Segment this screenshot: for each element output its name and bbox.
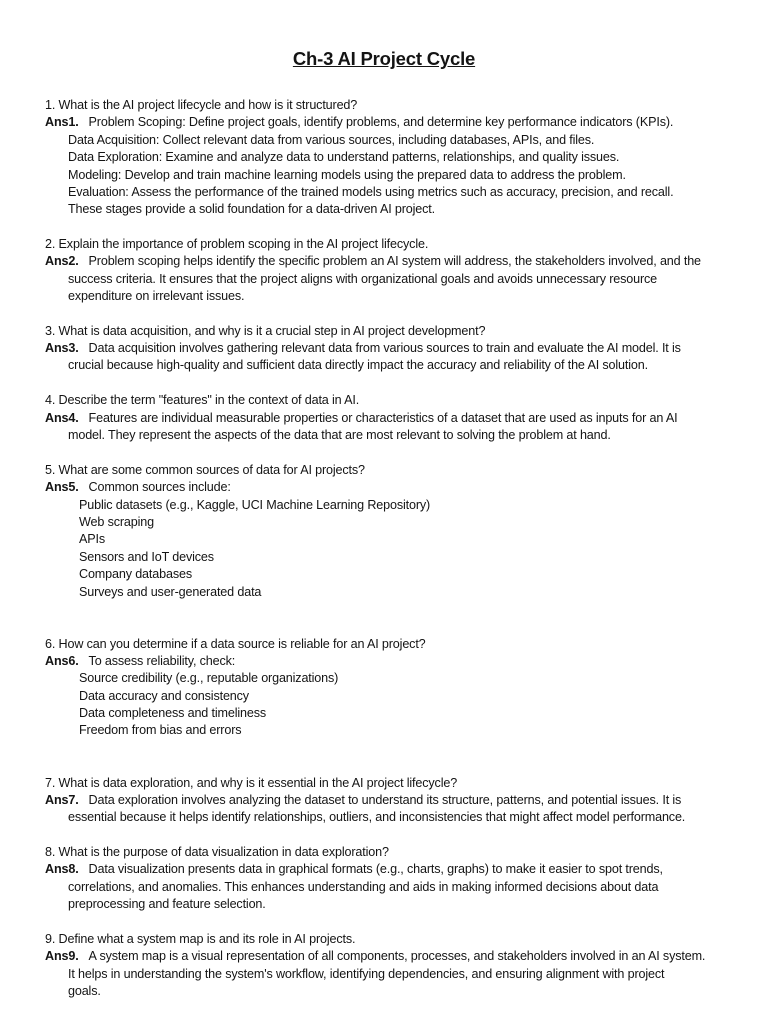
- answer-3-first-line: Ans3. Data acquisition involves gathering relevant data from various sources to train and evaluate the AI model. It is: [45, 341, 681, 355]
- answer-7-line: essential because it helps identify relationships, outliers, and inconsistencies that might affect model performance.: [68, 810, 686, 824]
- answer-2-line: expenditure on irrelevant issues.: [68, 289, 245, 303]
- answer-1-line: Evaluation: Assess the performance of the trained models using metrics such as accuracy, precision, and recall.: [68, 185, 674, 199]
- answer-4-line: model. They represent the aspects of the data that are most relevant to solving the problem at hand.: [68, 428, 611, 442]
- question-3: 3. What is data acquisition, and why is it a crucial step in AI project development?: [45, 324, 486, 338]
- question-6: 6. How can you determine if a data source is reliable for an AI project?: [45, 637, 426, 651]
- list-item: Data accuracy and consistency: [79, 689, 249, 703]
- answer-label: Ans6.: [45, 654, 79, 668]
- answer-8-line: preprocessing and feature selection.: [68, 897, 266, 911]
- answer-6-first-line: Ans6. To assess reliability, check:: [45, 654, 236, 668]
- answer-5-first-line: Ans5. Common sources include:: [45, 480, 231, 494]
- list-item: APIs: [79, 532, 105, 546]
- answer-label: Ans8.: [45, 862, 79, 876]
- answer-1-line: Data Acquisition: Collect relevant data from various sources, including databases, APIs, and files.: [68, 133, 595, 147]
- answer-9-line: goals.: [68, 984, 101, 998]
- answer-3-line: crucial because high-quality and sufficient data directly impact the accuracy and reliability of the AI solution.: [68, 358, 648, 372]
- list-item: Public datasets (e.g., Kaggle, UCI Machine Learning Repository): [79, 498, 431, 512]
- answer-1-line: Data Exploration: Examine and analyze data to understand patterns, relationships, and quality issues.: [68, 150, 620, 164]
- question-9: 9. Define what a system map is and its role in AI projects.: [45, 932, 356, 946]
- page-title: Ch-3 AI Project Cycle: [292, 48, 476, 69]
- list-item: Surveys and user-generated data: [79, 585, 262, 599]
- answer-label: Ans9.: [45, 949, 79, 963]
- list-item: Data completeness and timeliness: [79, 706, 267, 720]
- list-item: Freedom from bias and errors: [79, 723, 242, 737]
- list-item: Sensors and IoT devices: [79, 550, 214, 564]
- question-8: 8. What is the purpose of data visualization in data exploration?: [45, 845, 389, 859]
- answer-8-line: correlations, and anomalies. This enhances understanding and aids in making informed decisions about data: [68, 880, 659, 894]
- question-1: 1. What is the AI project lifecycle and how is it structured?: [45, 98, 358, 112]
- answer-9-first-line: Ans9. A system map is a visual representation of all components, processes, and stakeholders involved in an AI system.: [45, 949, 706, 963]
- answer-4-first-line: Ans4. Features are individual measurable properties or characteristics of a dataset that are used as inputs for an AI: [45, 411, 678, 425]
- answer-1-first-line: Ans1. Problem Scoping: Define project goals, identify problems, and determine key performance indicators (KPIs).: [45, 115, 674, 129]
- list-item: Company databases: [79, 567, 192, 581]
- list-item: Source credibility (e.g., reputable organizations): [79, 671, 339, 685]
- answer-2-line: success criteria. It ensures that the project aligns with organizational goals and avoids unnecessary resource: [68, 272, 658, 286]
- answer-label: Ans4.: [45, 411, 79, 425]
- answer-label: Ans5.: [45, 480, 79, 494]
- list-item: Web scraping: [79, 515, 154, 529]
- answer-label: Ans2.: [45, 254, 79, 268]
- answer-label: Ans3.: [45, 341, 79, 355]
- answer-label: Ans1.: [45, 115, 79, 129]
- question-4: 4. Describe the term "features" in the context of data in AI.: [45, 393, 360, 407]
- question-2: 2. Explain the importance of problem scoping in the AI project lifecycle.: [45, 237, 429, 251]
- answer-label: Ans7.: [45, 793, 79, 807]
- question-5: 5. What are some common sources of data for AI projects?: [45, 463, 365, 477]
- answer-2-first-line: Ans2. Problem scoping helps identify the specific problem an AI system will address, the stakeholders involved, and the: [45, 254, 701, 268]
- answer-1-line: Modeling: Develop and train machine learning models using the prepared data to address the problem.: [68, 168, 626, 182]
- question-7: 7. What is data exploration, and why is it essential in the AI project lifecycle?: [45, 776, 458, 790]
- answer-9-line: It helps in understanding the system's workflow, identifying dependencies, and ensuring alignment with project: [68, 967, 665, 981]
- answer-1-line: These stages provide a solid foundation for a data-driven AI project.: [68, 202, 435, 216]
- answer-7-first-line: Ans7. Data exploration involves analyzing the dataset to understand its structure, patterns, and potential issues. It is: [45, 793, 682, 807]
- answer-8-first-line: Ans8. Data visualization presents data in graphical formats (e.g., charts, graphs) to make it easier to spot trends,: [45, 862, 663, 876]
